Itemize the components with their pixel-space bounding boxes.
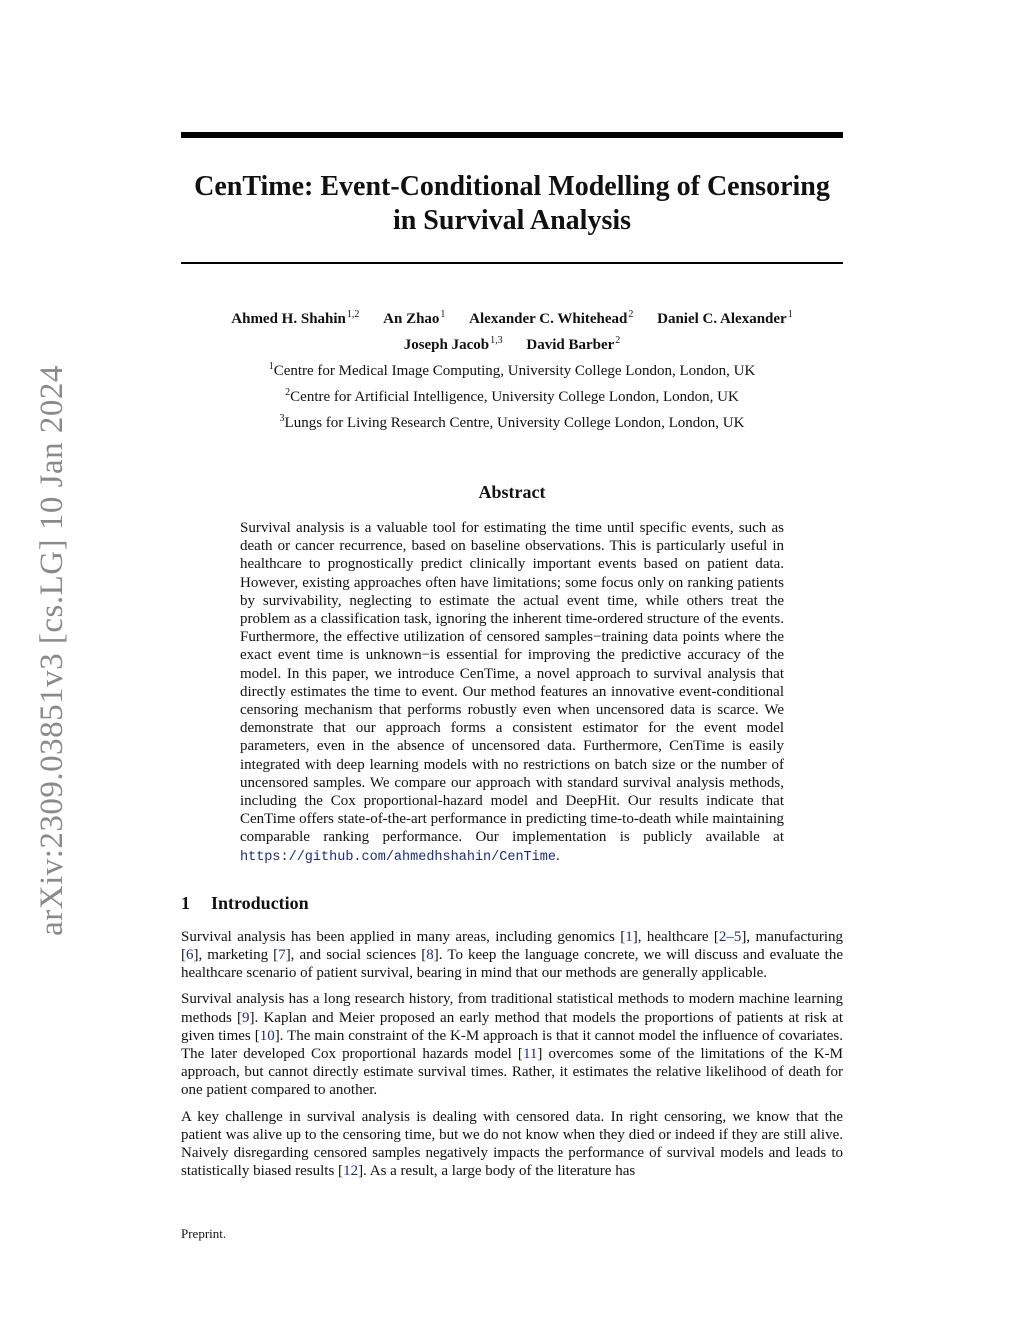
citation-link[interactable]: 10 bbox=[259, 1027, 275, 1044]
paper-title-line-1: CenTime: Event-Conditional Modelling of Censoring bbox=[194, 171, 830, 202]
arxiv-identifier-stamp bbox=[30, 360, 74, 940]
author: Alexander C. Whitehead$^2$ bbox=[469, 309, 634, 327]
affiliation: $^1$Centre for Medical Image Computing, University College London, London, UK bbox=[268, 361, 756, 379]
citation-link[interactable]: 7 bbox=[278, 947, 286, 964]
author: Daniel C. Alexander$^1$ bbox=[657, 309, 793, 327]
affiliation: $^2$Centre for Artificial Intelligence, University College London, London, UK bbox=[285, 387, 739, 405]
intro-paragraph-1: Survival analysis has been applied in many areas, including genomics [1], healthcare [2–5], manufacturing [6], marketing [7], and social sciences [8]. To keep the language concrete, we will discuss and evaluate the healthcare scenario of patient survival, bearing in mind that our methods are generally applicable. bbox=[181, 928, 844, 982]
author: David Barber$^2$ bbox=[526, 335, 621, 353]
abstract-text: Survival analysis is a valuable tool for estimating the time until specific events, such as death or cancer recurrence, based on baseline observations. This is particularly useful in healthcare to prognostically predict clinically important events based on patient data. However, existing approaches often have limitations; some focus only on ranking patients by survivability, neglecting to estimate the actual event time, while others treat the problem as a classification task, ignoring the inherent time-ordered structure of the events. Furthermore, the effective utilization of censored samples−training data points where the exact event time is unknown−is essential for improving the predictive accuracy of the model. In this paper, we introduce CenTime, a novel approach to survival analysis that directly estimates the time to event. Our method features an innovative event-conditional censoring mechanism that performs robustly even when uncensored data is scarce. We demonstrate that our approach forms a consistent estimator for the event model parameters, even in the absence of uncensored data. Furthermore, CenTime is easily integrated with deep learning models with no restrictions on batch size or the number of uncensored samples. We compare our approach with standard survival analysis methods, including the Cox proportional-hazard model and DeepHit. Our results indicate that CenTime offers state-of-the-art performance in predicting time-to-death while maintaining comparable ranking performance. Our implementation is publicly available at https://github.com/ahmedhshahin/CenTime. bbox=[240, 520, 784, 865]
author-line-1 bbox=[181, 304, 843, 330]
code-repository-link[interactable]: https://github.com/ahmedhshahin/CenTime bbox=[240, 849, 556, 865]
title-top-rule bbox=[181, 132, 843, 138]
paper-title bbox=[181, 170, 843, 238]
author-line-2 bbox=[181, 330, 843, 356]
paper-title-line-2: in Survival Analysis bbox=[392, 205, 632, 236]
author: Ahmed H. Shahin$^{1,2}$ bbox=[231, 309, 360, 327]
author: An Zhao$^1$ bbox=[383, 309, 446, 327]
paper-page bbox=[181, 132, 843, 1189]
section-number: 1 bbox=[181, 892, 190, 913]
intro-paragraph-2: Survival analysis has a long research history, from traditional statistical methods to modern machine learning methods [9]. Kaplan and Meier proposed an early method that models the proportions of patients at risk at given times [10]. The main constraint of the K-M approach is that it cannot model the influence of covariates. The later developed Cox proportional hazards model [11] overcomes some of the limitations of the K-M approach, but cannot directly estimate survival times. Rather, it estimates the relative likelihood of death for one patient compared to another. bbox=[181, 991, 844, 1099]
citation-link[interactable]: 9 bbox=[242, 1009, 250, 1026]
section-heading-introduction bbox=[181, 893, 843, 914]
author-block bbox=[181, 304, 843, 434]
citation-link[interactable]: 12 bbox=[343, 1163, 359, 1180]
intro-paragraph-3: A key challenge in survival analysis is dealing with censored data. In right censoring, we know that the patient was alive up to the censoring time, but we do not know when they died or indeed if they are still alive. Naively disregarding censored samples negatively impacts the performance of survival models and leads to statistically biased results [12]. As a result, a large body of the literature has bbox=[181, 1108, 843, 1180]
title-bottom-rule bbox=[181, 262, 843, 264]
affiliation: $^3$Lungs for Living Research Centre, University College London, London, UK bbox=[279, 413, 745, 431]
citation-link[interactable]: 11 bbox=[522, 1046, 538, 1063]
citation-link[interactable]: 2–5 bbox=[718, 928, 742, 945]
citation-link[interactable]: 6 bbox=[186, 947, 194, 964]
citation-link[interactable]: 1 bbox=[625, 928, 633, 945]
author: Joseph Jacob$^{1,3}$ bbox=[403, 335, 503, 353]
page-footer: Preprint. bbox=[181, 1226, 227, 1241]
citation-link[interactable]: 8 bbox=[426, 947, 434, 964]
abstract-heading: Abstract bbox=[478, 482, 546, 502]
section-title: Introduction bbox=[211, 892, 309, 913]
arxiv-identifier-text: arXiv:2309.03851v3 [cs.LG] 10 Jan 2024 bbox=[33, 364, 70, 936]
